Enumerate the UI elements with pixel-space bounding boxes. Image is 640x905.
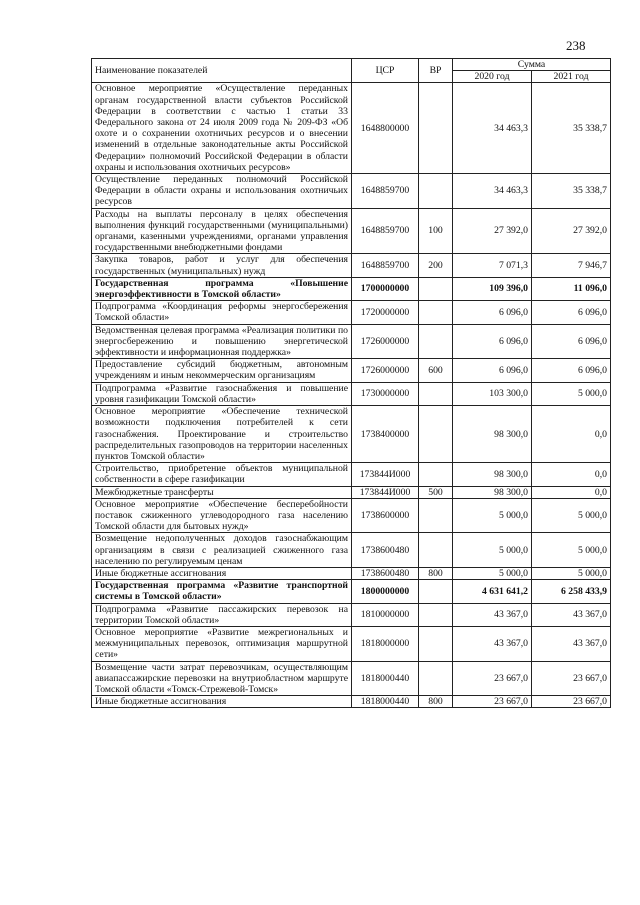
cell-name: Подпрограмма «Координация реформы энергосбережения Томской области»	[92, 301, 352, 324]
cell-csr: 1800000000	[352, 580, 419, 603]
cell-name: Иные бюджетные ассигнования	[92, 696, 352, 708]
budget-table	[91, 58, 611, 708]
cell-2020: 5 000,0	[453, 567, 532, 579]
cell-csr: 1700000000	[352, 277, 419, 300]
cell-name: Подпрограмма «Развитие газоснабжения и повышение уровня газификации Томской области»	[92, 382, 352, 405]
cell-csr: 1738600480	[352, 533, 419, 568]
cell-2021: 6 096,0	[532, 301, 611, 324]
cell-csr: 1738400000	[352, 406, 419, 463]
cell-vr	[419, 533, 453, 568]
cell-csr: 1818000440	[352, 696, 419, 708]
cell-vr	[419, 661, 453, 696]
cell-csr: 1648859700	[352, 174, 419, 209]
cell-vr	[419, 83, 453, 174]
table-row	[92, 486, 611, 498]
table-row	[92, 567, 611, 579]
cell-2020: 7 071,3	[453, 254, 532, 277]
page-number: 238	[566, 38, 586, 53]
cell-csr: 1648859700	[352, 208, 419, 254]
cell-2021: 5 000,0	[532, 533, 611, 568]
table-row-program	[92, 277, 611, 300]
header-vr: ВР	[419, 59, 453, 83]
cell-2021: 5 000,0	[532, 498, 611, 533]
cell-vr	[419, 626, 453, 661]
cell-2020: 43 367,0	[453, 626, 532, 661]
cell-2020: 23 667,0	[453, 696, 532, 708]
cell-name: Межбюджетные трансферты	[92, 486, 352, 498]
table-row	[92, 626, 611, 661]
cell-name: Основное мероприятие «Обеспечение бесперебойности поставок сжиженного углеводородного газа населению Томской области для бытовых нужд»	[92, 498, 352, 533]
cell-2021: 6 096,0	[532, 359, 611, 382]
cell-2021: 0,0	[532, 486, 611, 498]
cell-name: Государственная программа «Повышение энергоэффективности в Томской области»	[92, 277, 352, 300]
cell-2021: 5 000,0	[532, 382, 611, 405]
cell-vr: 500	[419, 486, 453, 498]
cell-2021: 7 946,7	[532, 254, 611, 277]
cell-2020: 5 000,0	[453, 533, 532, 568]
cell-name: Возмещение недополученных доходов газоснабжающим организациям в связи с реализацией сжиженного газа населению по регулируемым ценам	[92, 533, 352, 568]
cell-csr: 1738600000	[352, 498, 419, 533]
cell-name: Основное мероприятие «Развитие межрегиональных и межмуниципальных перевозок, оптимизация маршрутной сети»	[92, 626, 352, 661]
table-row	[92, 83, 611, 174]
table-row	[92, 324, 611, 359]
cell-name: Предоставление субсидий бюджетным, автономным учреждениям и иным некоммерческим организациям	[92, 359, 352, 382]
cell-csr: 1730000000	[352, 382, 419, 405]
cell-csr: 1648859700	[352, 254, 419, 277]
cell-2020: 109 396,0	[453, 277, 532, 300]
cell-csr: 1648800000	[352, 83, 419, 174]
cell-2020: 6 096,0	[453, 324, 532, 359]
cell-vr	[419, 406, 453, 463]
cell-vr	[419, 324, 453, 359]
cell-vr	[419, 174, 453, 209]
cell-2020: 6 096,0	[453, 301, 532, 324]
cell-2020: 43 367,0	[453, 603, 532, 626]
cell-2020: 98 300,0	[453, 463, 532, 486]
cell-csr: 173844И000	[352, 463, 419, 486]
table-row	[92, 661, 611, 696]
table-row	[92, 463, 611, 486]
header-year-2021: 2021 год	[532, 71, 611, 83]
table-row	[92, 696, 611, 708]
cell-csr: 173844И000	[352, 486, 419, 498]
table-row	[92, 533, 611, 568]
cell-2021: 6 096,0	[532, 324, 611, 359]
cell-2021: 0,0	[532, 406, 611, 463]
table-body	[92, 83, 611, 708]
cell-vr: 800	[419, 696, 453, 708]
cell-vr: 600	[419, 359, 453, 382]
table-row	[92, 301, 611, 324]
cell-2020: 5 000,0	[453, 498, 532, 533]
cell-name: Основное мероприятие «Осуществление переданных органам государственной власти субъектов Российской Федерации в соответствии с частью 1 статьи 33 Федерального закона от 24 июля 2009 года № 209-ФЗ «Об охоте и о сохранении охотничьих ресурсов и о внесении изменений в отдельные законодательные акты Российской Федерации» полномочий Российской Федерации в области охраны и использования охотничьих ресурсов»	[92, 83, 352, 174]
table-row	[92, 603, 611, 626]
cell-2020: 34 463,3	[453, 174, 532, 209]
cell-csr: 1726000000	[352, 359, 419, 382]
cell-2021: 23 667,0	[532, 696, 611, 708]
cell-2020: 103 300,0	[453, 382, 532, 405]
cell-2020: 6 096,0	[453, 359, 532, 382]
table-row	[92, 359, 611, 382]
cell-name: Осуществление переданных полномочий Российской Федерации в области охраны и использования охотничьих ресурсов	[92, 174, 352, 209]
cell-name: Подпрограмма «Развитие пассажирских перевозок на территории Томской области»	[92, 603, 352, 626]
cell-2021: 11 096,0	[532, 277, 611, 300]
cell-vr	[419, 301, 453, 324]
cell-2021: 43 367,0	[532, 603, 611, 626]
table-row	[92, 254, 611, 277]
cell-name: Строительство, приобретение объектов муниципальной собственности в сфере газификации	[92, 463, 352, 486]
cell-vr	[419, 277, 453, 300]
cell-name: Государственная программа «Развитие транспортной системы в Томской области»	[92, 580, 352, 603]
cell-2021: 35 338,7	[532, 83, 611, 174]
cell-csr: 1726000000	[352, 324, 419, 359]
cell-vr	[419, 580, 453, 603]
cell-csr: 1720000000	[352, 301, 419, 324]
cell-2021: 35 338,7	[532, 174, 611, 209]
header-year-2020: 2020 год	[453, 71, 532, 83]
cell-name: Иные бюджетные ассигнования	[92, 567, 352, 579]
cell-2020: 98 300,0	[453, 486, 532, 498]
cell-2020: 98 300,0	[453, 406, 532, 463]
cell-name: Основное мероприятие «Обеспечение технической возможности подключения потребителей к сети газоснабжения. Проектирование и строительство распределительных газопроводов на территории населенных пунктов Томской области»	[92, 406, 352, 463]
cell-name: Ведомственная целевая программа «Реализация политики по энергосбережению и повышению энергетической эффективности и информационная поддержка»	[92, 324, 352, 359]
cell-vr	[419, 498, 453, 533]
cell-vr: 800	[419, 567, 453, 579]
table-row	[92, 498, 611, 533]
table-row	[92, 406, 611, 463]
cell-2021: 23 667,0	[532, 661, 611, 696]
table-row	[92, 208, 611, 254]
cell-vr	[419, 382, 453, 405]
cell-2021: 0,0	[532, 463, 611, 486]
cell-2020: 23 667,0	[453, 661, 532, 696]
cell-2020: 27 392,0	[453, 208, 532, 254]
header-name: Наименование показателей	[92, 59, 352, 83]
table-row	[92, 382, 611, 405]
cell-csr: 1818000000	[352, 626, 419, 661]
cell-2020: 34 463,3	[453, 83, 532, 174]
cell-vr	[419, 603, 453, 626]
cell-csr: 1810000000	[352, 603, 419, 626]
table-row	[92, 174, 611, 209]
cell-2021: 27 392,0	[532, 208, 611, 254]
cell-2021: 6 258 433,9	[532, 580, 611, 603]
cell-csr: 1818000440	[352, 661, 419, 696]
header-csr: ЦСР	[352, 59, 419, 83]
cell-name: Расходы на выплаты персоналу в целях обеспечения выполнения функций государственными (муниципальными) органами, казенными учреждениями, органами управления государственными внебюджетными фондами	[92, 208, 352, 254]
cell-csr: 1738600480	[352, 567, 419, 579]
cell-vr: 100	[419, 208, 453, 254]
cell-2021: 5 000,0	[532, 567, 611, 579]
cell-2021: 43 367,0	[532, 626, 611, 661]
table-row-program	[92, 580, 611, 603]
cell-name: Закупка товаров, работ и услуг для обеспечения государственных (муниципальных) нужд	[92, 254, 352, 277]
cell-2020: 4 631 641,2	[453, 580, 532, 603]
cell-vr: 200	[419, 254, 453, 277]
cell-name: Возмещение части затрат перевозчикам, осуществляющим авиапассажирские перевозки на внутриобластном маршруте Томской области «Томск-Стрежевой-Томск»	[92, 661, 352, 696]
cell-vr	[419, 463, 453, 486]
header-sum: Сумма	[453, 59, 611, 71]
